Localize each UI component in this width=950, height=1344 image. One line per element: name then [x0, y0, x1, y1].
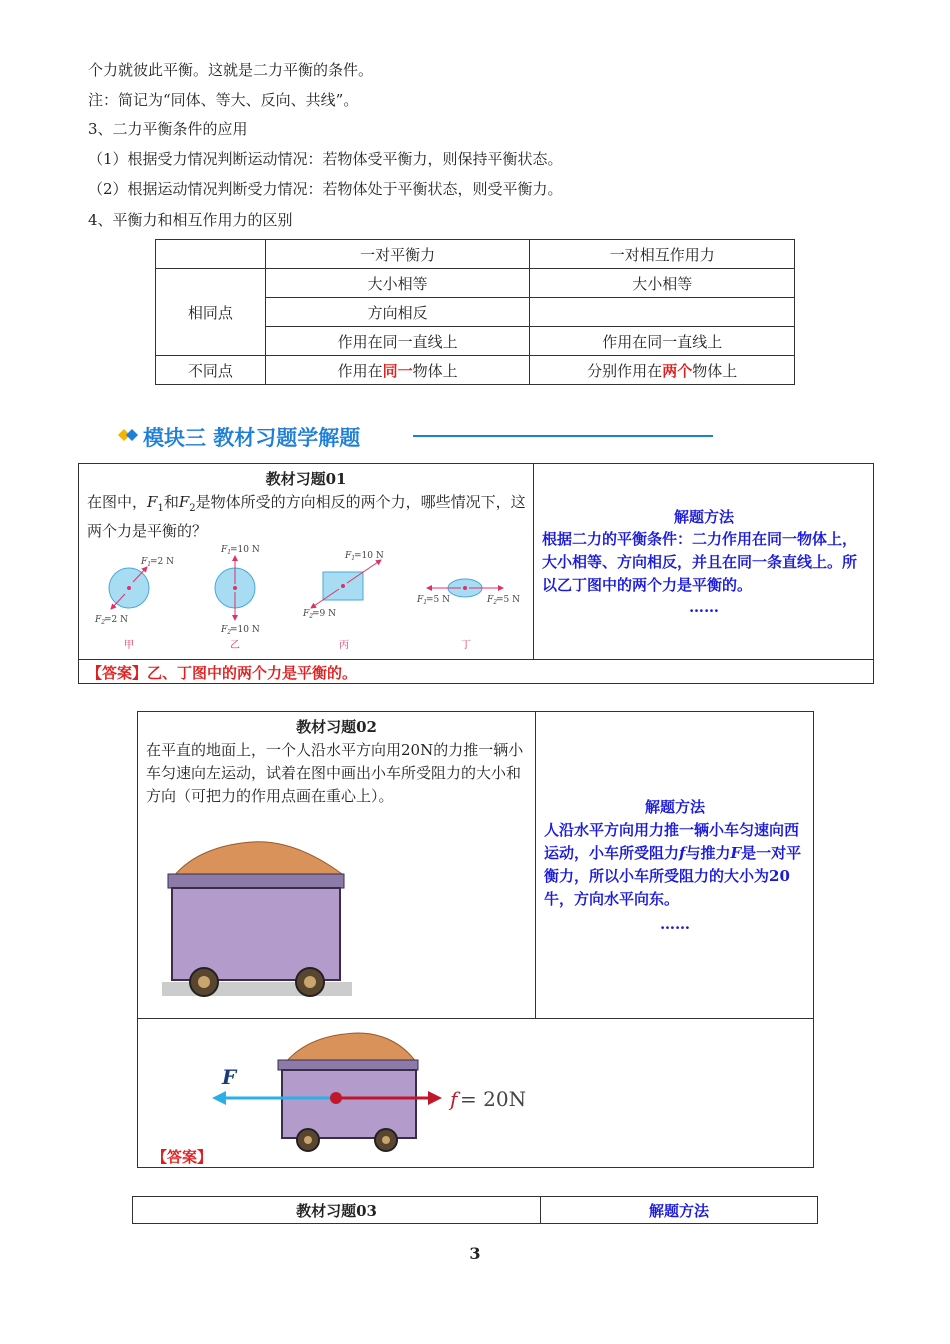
- svg-text:=10 N: =10 N: [230, 625, 260, 635]
- header-balanced-force: 一对平衡力: [265, 240, 530, 269]
- svg-text:=5 N: =5 N: [496, 595, 521, 605]
- exercise-03-header: [132, 1196, 818, 1224]
- svg-text:丁: 丁: [461, 640, 471, 651]
- cell-r2c1: 方向相反: [265, 298, 530, 327]
- intro-line-2: 注：简记为“同体、等大、反向、共线”。: [88, 91, 359, 109]
- svg-text:= 20N: = 20N: [460, 1087, 527, 1111]
- svg-text:乙: 乙: [230, 640, 240, 651]
- svg-text:=10 N: =10 N: [354, 551, 384, 561]
- force-diagrams-figure: [89, 542, 529, 654]
- exercise-02-answer-label: 【答案】: [152, 1148, 213, 1166]
- cell-r3c2: 作用在同一直线上: [530, 327, 795, 356]
- diff-points-label: 不同点: [156, 356, 266, 385]
- cell-r1c2: 大小相等: [530, 269, 795, 298]
- diagram-ding: [416, 579, 520, 651]
- svg-text:=5 N: =5 N: [426, 595, 451, 605]
- exercise-02-method-title: 解题方法: [644, 798, 705, 816]
- header-interaction-force: 一对相互作用力: [530, 240, 795, 269]
- svg-text:=9 N: =9 N: [312, 609, 337, 619]
- svg-text:丙: 丙: [339, 640, 349, 651]
- diagram-bing: [302, 551, 384, 651]
- exercise-01-method-title: 解题方法: [673, 508, 734, 526]
- svg-text:F2: $F_2$: [95, 615, 106, 626]
- cell-r1c1: 大小相等: [265, 269, 530, 298]
- svg-text:F1: $F_1$: [345, 551, 356, 562]
- svg-text:F1: $F_1$: [141, 557, 152, 568]
- comparison-table: [155, 239, 795, 385]
- exercise-02-box: [137, 711, 814, 1168]
- svg-text:=2 N: =2 N: [150, 557, 175, 567]
- cell-diff-1: 作用在同一物体上: [265, 356, 530, 385]
- exercise-03-title: 教材习题03: [296, 1202, 377, 1220]
- section-3-title: 3、二力平衡条件的应用: [88, 120, 248, 138]
- exercise-01-method-text: 根据二力的平衡条件：二力作用在同一物体上，大小相等、方向相反，并且在同一条直线上。所以乙丁图中的两个力是平衡的。: [542, 530, 858, 594]
- exercise-02-ellipsis: ……: [660, 915, 690, 933]
- answer-force-figure: [208, 1028, 538, 1164]
- exercise-02-question: 在平直的地面上，一个人沿水平方向用20N的力推一辆小车匀速向左运动，试着在图中画出小车所受阻力的大小和方向（可把力的作用点画在重心上）。: [146, 741, 524, 805]
- same-points-label: 相同点: [156, 269, 266, 356]
- module-header: [115, 422, 715, 452]
- section-4-title: 4、平衡力和相互作用力的区别: [88, 211, 293, 229]
- exercise-01-answer: 【答案】乙、丁图中的两个力是平衡的。: [87, 664, 358, 682]
- cell-diff-2: 分别作用在两个物体上: [530, 356, 795, 385]
- svg-text:F: F: [222, 1065, 237, 1089]
- diagram-yi: [215, 545, 260, 651]
- exercise-01-box: [78, 463, 874, 684]
- exercise-03-method-title: 解题方法: [648, 1202, 709, 1220]
- cell-r3c1: 作用在同一直线上: [265, 327, 530, 356]
- module-rule: [413, 435, 713, 437]
- exercise-02-title: 教材习题02: [296, 718, 377, 736]
- svg-text:F1: $F_1$: [221, 545, 232, 556]
- svg-text:f: f: [450, 1087, 458, 1111]
- exercise-01-question: 在图中，$F_1$和$F_2$是物体所受的方向相反的两个力，哪些情况下，这两个力是平衡的？: [87, 493, 526, 540]
- svg-text:甲: 甲: [124, 640, 134, 651]
- page-number: 3: [469, 1244, 481, 1263]
- section-3-item-2: （2）根据运动情况判断受力情况：若物体处于平衡状态，则受平衡力。: [88, 180, 563, 198]
- cell-r2c2: [530, 298, 795, 327]
- diagram-jia: [94, 557, 174, 651]
- double-diamond-icon: [115, 424, 145, 454]
- intro-line-1: 个力就彼此平衡。这就是二力平衡的条件。: [88, 61, 374, 79]
- svg-text:=10 N: =10 N: [230, 545, 260, 555]
- exercise-01-ellipsis: ……: [689, 598, 719, 616]
- section-3-item-1: （1）根据受力情况判断运动情况：若物体受平衡力，则保持平衡状态。: [88, 150, 563, 168]
- svg-text:F2: $F_2$: [303, 609, 314, 620]
- svg-text:F2: $F_2$: [221, 625, 232, 636]
- cart-figure: [162, 834, 362, 1006]
- module-title: 模块三 教材习题学解题: [143, 426, 361, 450]
- svg-text:F2: $F_2$: [487, 595, 498, 606]
- exercise-02-method-text: 人沿水平方向用力推一辆小车匀速向西运动，小车所受阻力f与推力F是一对平衡力，所以小车所受阻力的大小为20牛，方向水平向东。: [544, 821, 802, 908]
- exercise-01-title: 教材习题01: [265, 470, 347, 488]
- svg-text:=2 N: =2 N: [104, 615, 129, 625]
- svg-text:F1: $F_1$: [417, 595, 428, 606]
